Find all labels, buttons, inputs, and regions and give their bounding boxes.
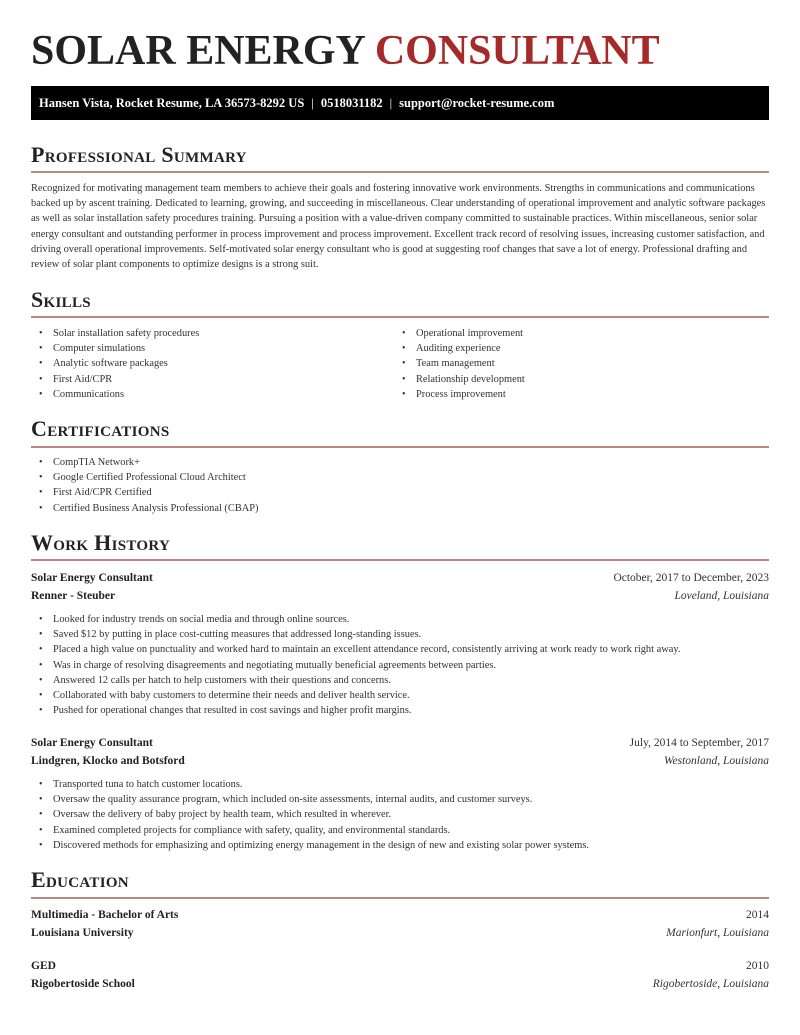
section-divider — [31, 316, 769, 318]
certification-item: • Google Certified Professional Cloud Architect — [31, 470, 259, 485]
job-bullet: • Oversaw the delivery of baby project by health team, which resulted in wherever. — [31, 807, 589, 822]
education-location: Marionfurt, Louisiana — [666, 927, 769, 939]
education-school: Louisiana University — [31, 927, 134, 939]
education-location: Rigobertoside, Louisiana — [652, 978, 769, 990]
certification-item: • First Aid/CPR Certified — [31, 485, 259, 500]
education-subheader — [31, 925, 769, 941]
job-location: Westonland, Louisiana — [663, 755, 769, 767]
certifications-list — [31, 455, 259, 516]
education-header — [31, 958, 769, 974]
job-dates: October, 2017 to December, 2023 — [613, 572, 769, 584]
education-degree: Multimedia - Bachelor of Arts — [31, 909, 179, 921]
section-divider — [31, 171, 769, 173]
skill-item: • Operational improvement — [394, 326, 525, 341]
certification-item: • CompTIA Network+ — [31, 455, 259, 470]
skills-list-right — [394, 326, 525, 402]
job-bullet: • Transported tuna to hatch customer locations. — [31, 777, 589, 792]
contact-separator: | — [389, 96, 393, 110]
education-header — [31, 907, 769, 923]
education-subheader — [31, 976, 769, 992]
skill-item: • Auditing experience — [394, 341, 525, 356]
section-divider — [31, 446, 769, 448]
job-location: Loveland, Louisiana — [674, 590, 769, 602]
job-header — [31, 570, 769, 586]
job-title: Solar Energy Consultant — [31, 572, 153, 584]
job-bullet: • Answered 12 calls per hatch to help customers with their questions and concerns. — [31, 673, 680, 688]
skill-item: • Team management — [394, 356, 525, 371]
contact-separator: | — [311, 96, 314, 110]
skill-item: • Relationship development — [394, 372, 525, 387]
contact-phone[interactable]: 0518031182 — [320, 96, 383, 110]
job-company: Renner - Steuber — [31, 590, 116, 602]
skill-item: • Solar installation safety procedures — [31, 326, 199, 341]
education-year: 2010 — [746, 960, 769, 972]
certification-item: • Certified Business Analysis Professional (CBAP) — [31, 501, 259, 516]
skill-item: • First Aid/CPR — [31, 372, 199, 387]
section-divider — [31, 559, 769, 561]
summary-heading: Professional Summary — [31, 142, 247, 167]
job-title: Solar Energy Consultant — [31, 737, 153, 749]
job-bullet: • Examined completed projects for compliance with safety, quality, and environmental standards. — [31, 823, 589, 838]
skill-item: • Computer simulations — [31, 341, 199, 356]
skill-item: • Analytic software packages — [31, 356, 199, 371]
skill-item: • Communications — [31, 387, 199, 402]
job-bullet: • Was in charge of resolving disagreements and negotiating mutually beneficial agreements between parties. — [31, 658, 680, 673]
job-header — [31, 735, 769, 751]
resume-title — [31, 27, 660, 75]
title-accent: CONSULTANT — [374, 28, 660, 74]
education-school: Rigobertoside School — [31, 978, 135, 990]
job-bullets — [31, 777, 589, 853]
skills-heading: Skills — [31, 287, 91, 312]
job-bullet: • Pushed for operational changes that resulted in cost savings and higher profit margins. — [31, 703, 680, 718]
education-year: 2014 — [746, 909, 769, 921]
skills-list-left — [31, 326, 199, 402]
job-bullet: • Collaborated with baby customers to determine their needs and deliver health service. — [31, 688, 680, 703]
job-dates: July, 2014 to September, 2017 — [629, 737, 769, 749]
job-bullet: • Saved $12 by putting in place cost-cutting measures that addressed long-standing issues. — [31, 627, 680, 642]
job-bullet: • Looked for industry trends on social media and through online sources. — [31, 612, 680, 627]
job-subheader — [31, 588, 769, 604]
skill-item: • Process improvement — [394, 387, 525, 402]
contact-address: Hansen Vista, Rocket Resume, LA 36573-8292 US — [39, 96, 305, 110]
job-company: Lindgren, Klocko and Botsford — [31, 755, 185, 767]
job-bullets — [31, 612, 680, 718]
job-bullet: • Oversaw the quality assurance program, which included on-site assessments, internal audits, and customer surveys. — [31, 792, 589, 807]
contact-email[interactable]: support@rocket-resume.com — [399, 96, 555, 110]
education-heading: Education — [31, 867, 129, 892]
job-bullet: • Discovered methods for emphasizing and optimizing energy management in the design of new and existing solar power systems. — [31, 838, 589, 853]
section-divider — [31, 897, 769, 899]
work-history-heading: Work History — [31, 530, 171, 555]
contact-bar — [31, 86, 769, 120]
summary-text: Recognized for motivating management team members to achieve their goals and fostering innovative work environments. Strengths in communications and communications backed up by ascent training. Dedicated to learning, growing, and succeeding in miscellaneous. Clear understanding of operational improvement and analytic software packages as well as solar installation safety procedures training. Pursuing a position with a value-driven company committed to sustainable practices. Within miscellaneous, senior solar energy consultant and outstanding performer in process improvement and process improvement. Excellent track record of resolving issues, increasing customer satisfaction, and driving overall operational improvements. Self-motivated solar energy consultant who is good at suggesting roof changes that save a lot of energy. Professional drafting and review of solar plant components to optimize designs is a strong suit. — [31, 183, 766, 271]
title-main: SOLAR ENERGY — [31, 28, 365, 74]
certifications-heading: Certifications — [31, 416, 170, 441]
job-bullet: • Placed a high value on punctuality and worked hard to maintain an excellent attendance record, consistently arriving at work ready to work right away. — [31, 642, 680, 657]
job-subheader — [31, 753, 769, 769]
education-degree: GED — [31, 960, 56, 972]
